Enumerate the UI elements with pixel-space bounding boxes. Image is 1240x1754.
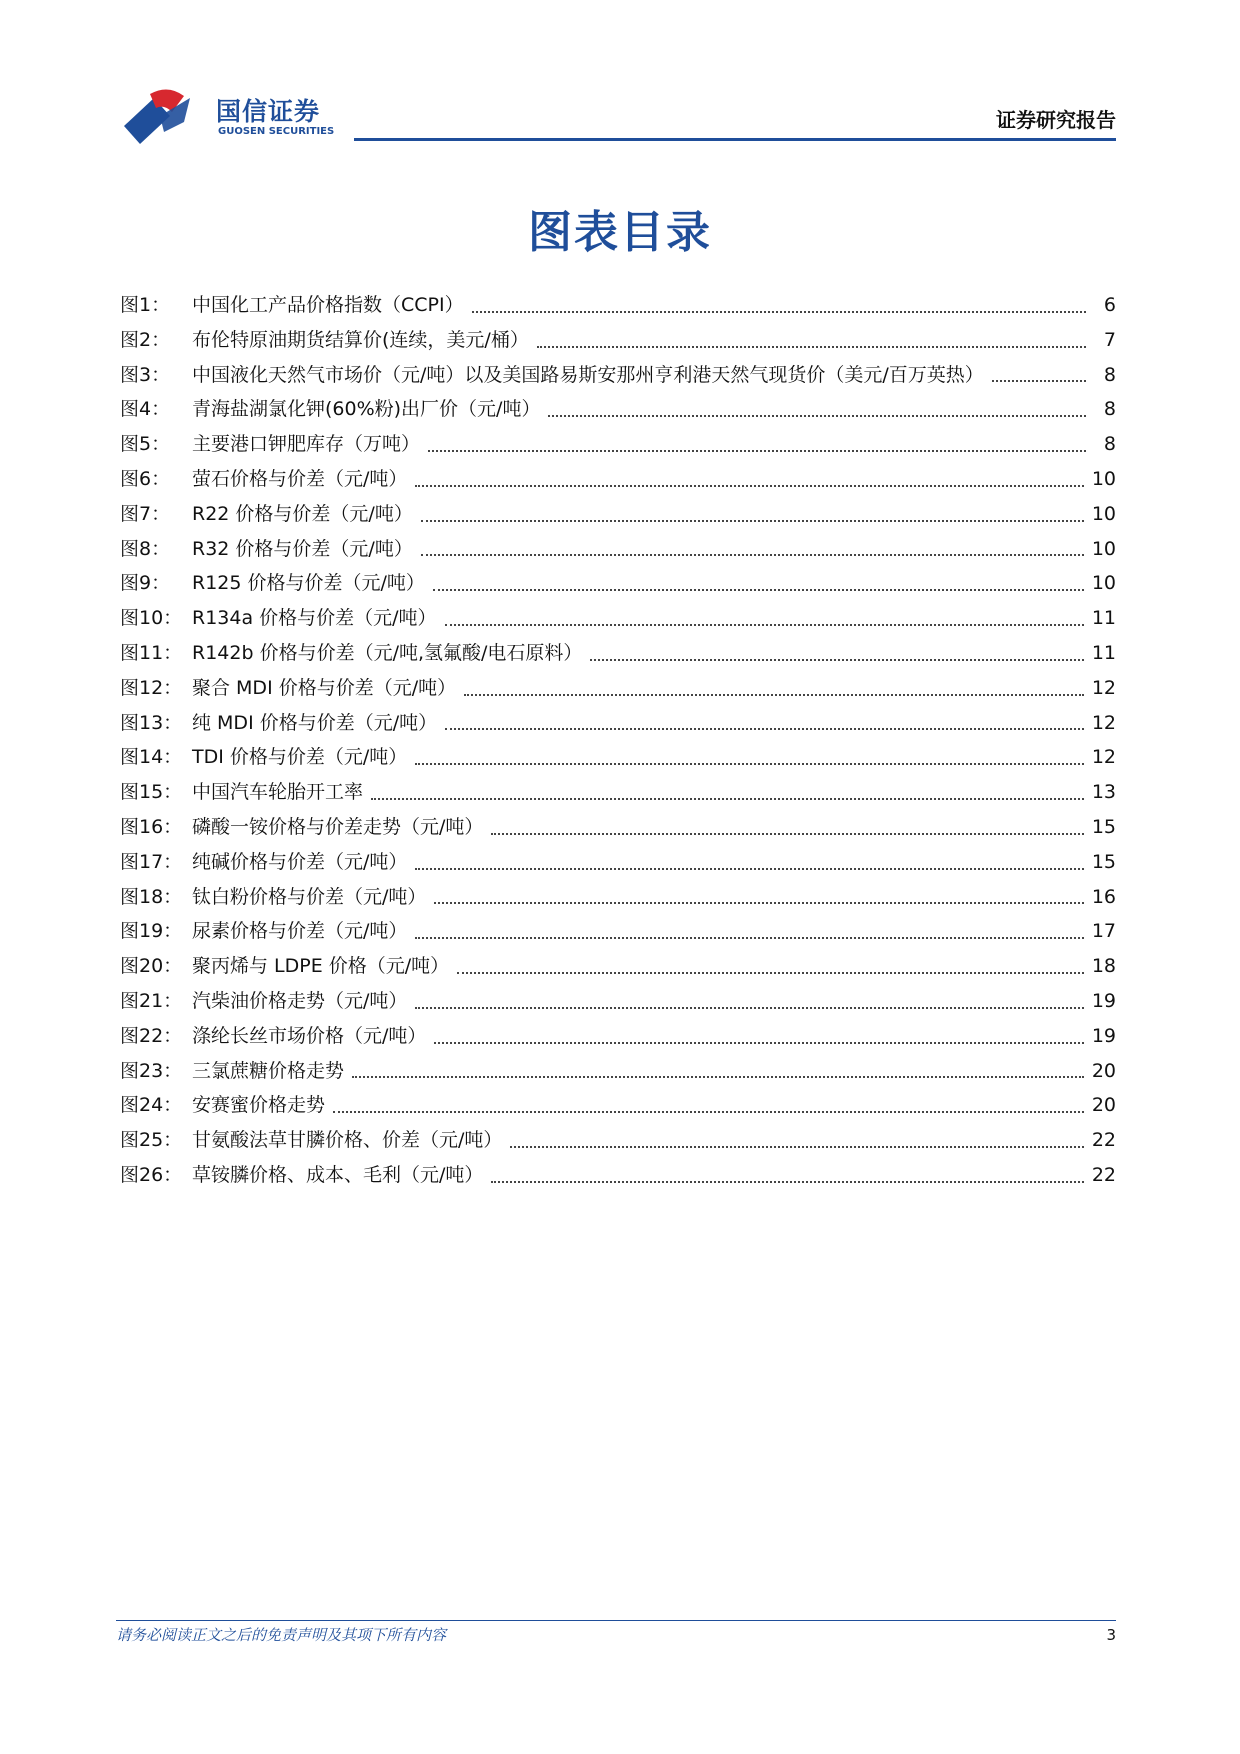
toc-page-number: 12 bbox=[1091, 676, 1116, 699]
toc-page-number: 15 bbox=[1091, 850, 1116, 873]
toc-figure-title: 布伦特原油期货结算价(连续，美元/桶） bbox=[192, 328, 529, 351]
toc-figure-label: 图15： bbox=[120, 781, 183, 804]
toc-figure-title: 草铵膦价格、成本、毛利（元/吨） bbox=[192, 1163, 484, 1186]
toc-dot-leader bbox=[433, 588, 1084, 591]
toc-figure-label: 图25： bbox=[120, 1129, 183, 1152]
toc-figure-label: 图16： bbox=[120, 815, 183, 838]
toc-figure-label: 图24： bbox=[120, 1094, 183, 1117]
toc-entry[interactable] bbox=[120, 1021, 1116, 1056]
toc-page-number: 22 bbox=[1091, 1129, 1116, 1152]
toc-figure-label: 图9： bbox=[120, 572, 171, 595]
toc-figure-title: 磷酸一铵价格与价差走势（元/吨） bbox=[192, 815, 484, 838]
toc-entry[interactable] bbox=[120, 812, 1116, 847]
toc-page-number: 8 bbox=[1103, 398, 1116, 421]
toc-entry[interactable] bbox=[120, 638, 1116, 673]
toc-entry[interactable] bbox=[120, 986, 1116, 1021]
toc-page-number: 13 bbox=[1091, 781, 1116, 804]
toc-entry[interactable] bbox=[120, 499, 1116, 534]
toc-entry[interactable] bbox=[120, 1056, 1116, 1091]
toc-page-number: 20 bbox=[1091, 1059, 1116, 1082]
toc-dot-leader bbox=[457, 971, 1084, 974]
toc-page-number: 15 bbox=[1091, 815, 1116, 838]
toc-figure-title: 聚合 MDI 价格与价差（元/吨） bbox=[192, 676, 457, 699]
toc-entry[interactable] bbox=[120, 603, 1116, 638]
toc-dot-leader bbox=[548, 414, 1086, 417]
toc-page-number: 17 bbox=[1091, 920, 1116, 943]
toc-figure-label: 图21： bbox=[120, 989, 183, 1012]
toc-entry[interactable] bbox=[120, 1090, 1116, 1125]
toc-entry[interactable] bbox=[120, 568, 1116, 603]
toc-page-number: 19 bbox=[1091, 989, 1116, 1012]
toc-figure-title: TDI 价格与价差（元/吨） bbox=[192, 746, 408, 769]
toc-figure-title: R134a 价格与价差（元/吨） bbox=[192, 607, 437, 630]
toc-figure-label: 图17： bbox=[120, 850, 183, 873]
toc-dot-leader bbox=[415, 1006, 1083, 1009]
company-logo bbox=[120, 86, 340, 148]
toc-dot-leader bbox=[421, 553, 1084, 556]
page-title: 图表目录 bbox=[528, 207, 712, 258]
toc-entry[interactable] bbox=[120, 429, 1116, 464]
toc-entry[interactable] bbox=[120, 325, 1116, 360]
toc-figure-title: 聚丙烯与 LDPE 价格（元/吨） bbox=[192, 955, 450, 978]
toc-figure-label: 图3： bbox=[120, 363, 171, 386]
toc-figure-label: 图26： bbox=[120, 1163, 183, 1186]
logo-text-cn: 国信证券 bbox=[216, 97, 321, 126]
toc-figure-label: 图5： bbox=[120, 433, 171, 456]
toc-dot-leader bbox=[352, 1075, 1084, 1078]
toc-entry[interactable] bbox=[120, 777, 1116, 812]
toc-page-number: 10 bbox=[1091, 537, 1116, 560]
toc-dot-leader bbox=[537, 345, 1086, 348]
toc-dot-leader bbox=[445, 623, 1084, 626]
toc-dot-leader bbox=[421, 519, 1084, 522]
toc-entry[interactable] bbox=[120, 464, 1116, 499]
toc-dot-leader bbox=[415, 867, 1083, 870]
toc-dot-leader bbox=[415, 484, 1083, 487]
toc-figure-label: 图10： bbox=[120, 607, 183, 630]
toc-entry[interactable] bbox=[120, 916, 1116, 951]
toc-page-number: 19 bbox=[1091, 1024, 1116, 1047]
toc-figure-title: R22 价格与价差（元/吨） bbox=[192, 502, 413, 525]
toc-figure-title: R142b 价格与价差（元/吨,氢氟酸/电石原料） bbox=[192, 641, 583, 664]
toc-dot-leader bbox=[445, 727, 1084, 730]
footer-disclaimer: 请务必阅读正文之后的免责声明及其项下所有内容 bbox=[116, 1626, 447, 1644]
toc-figure-label: 图4： bbox=[120, 398, 171, 421]
guosen-logo-icon bbox=[120, 86, 210, 148]
toc-figure-label: 图2： bbox=[120, 328, 171, 351]
toc-figure-label: 图1： bbox=[120, 294, 171, 316]
toc-entry[interactable] bbox=[120, 394, 1116, 429]
toc-figure-label: 图6： bbox=[120, 467, 171, 490]
toc-figure-title: 主要港口钾肥库存（万吨） bbox=[192, 433, 421, 456]
report-type-label: 证券研究报告 bbox=[996, 108, 1116, 132]
toc-dot-leader bbox=[415, 936, 1083, 939]
toc-entry[interactable] bbox=[120, 951, 1116, 986]
toc-figure-label: 图18： bbox=[120, 885, 183, 908]
toc-dot-leader bbox=[491, 1180, 1083, 1183]
toc-page-number: 10 bbox=[1091, 467, 1116, 490]
toc-figure-title: R125 价格与价差（元/吨） bbox=[192, 572, 425, 595]
toc-page-number: 22 bbox=[1091, 1163, 1116, 1186]
toc-figure-label: 图12： bbox=[120, 676, 183, 699]
toc-entry[interactable] bbox=[120, 708, 1116, 743]
toc-figure-label: 图20： bbox=[120, 955, 183, 978]
toc-page-number: 10 bbox=[1091, 502, 1116, 525]
toc-figure-title: 萤石价格与价差（元/吨） bbox=[192, 467, 408, 490]
toc-figure-title: 涤纶长丝市场价格（元/吨） bbox=[192, 1024, 427, 1047]
toc-figure-title: 纯 MDI 价格与价差（元/吨） bbox=[192, 711, 438, 734]
toc-dot-leader bbox=[428, 449, 1086, 452]
toc-page-number: 8 bbox=[1103, 363, 1116, 386]
toc-dot-leader bbox=[472, 310, 1086, 313]
toc-page-number: 12 bbox=[1091, 746, 1116, 769]
toc-dot-leader bbox=[333, 1110, 1084, 1113]
toc-figure-title: 三氯蔗糖价格走势 bbox=[192, 1059, 345, 1082]
toc-figure-label: 图8： bbox=[120, 537, 171, 560]
toc-entry[interactable] bbox=[120, 1160, 1116, 1195]
toc-figure-title: 纯碱价格与价差（元/吨） bbox=[192, 850, 408, 873]
toc-page-number: 8 bbox=[1103, 433, 1116, 456]
toc-figure-label: 图23： bbox=[120, 1059, 183, 1082]
toc-figure-title: 钛白粉价格与价差（元/吨） bbox=[192, 885, 427, 908]
toc-figure-title: 甘氨酸法草甘膦价格、价差（元/吨） bbox=[192, 1129, 503, 1152]
toc-figure-title: R32 价格与价差（元/吨） bbox=[192, 537, 413, 560]
toc-figure-title: 青海盐湖氯化钾(60%粉)出厂价（元/吨） bbox=[192, 398, 541, 421]
toc-page-number: 6 bbox=[1103, 294, 1116, 316]
toc-entry[interactable] bbox=[120, 847, 1116, 882]
toc-page-number: 7 bbox=[1103, 328, 1116, 351]
toc-figure-title: 中国化工产品价格指数（CCPI） bbox=[192, 294, 464, 316]
toc-page-number: 11 bbox=[1091, 607, 1116, 630]
toc-figure-label: 图19： bbox=[120, 920, 183, 943]
toc-dot-leader bbox=[510, 1145, 1083, 1148]
toc-page-number: 18 bbox=[1091, 955, 1116, 978]
toc-dot-leader bbox=[415, 762, 1084, 765]
toc-entry[interactable] bbox=[120, 290, 1116, 325]
toc-dot-leader bbox=[992, 379, 1086, 382]
toc-dot-leader bbox=[434, 901, 1083, 904]
toc-dot-leader bbox=[371, 797, 1084, 800]
toc-entry[interactable] bbox=[120, 742, 1116, 777]
toc-figure-label: 图11： bbox=[120, 641, 183, 664]
toc-entry[interactable] bbox=[120, 534, 1116, 569]
toc-dot-leader bbox=[434, 1041, 1083, 1044]
toc-page-number: 16 bbox=[1091, 885, 1116, 908]
toc-entry[interactable] bbox=[120, 360, 1116, 395]
toc-figure-title: 汽柴油价格走势（元/吨） bbox=[192, 989, 408, 1012]
toc-entry[interactable] bbox=[120, 882, 1116, 917]
toc-dot-leader bbox=[590, 658, 1083, 661]
toc-figure-title: 中国液化天然气市场价（元/吨）以及美国路易斯安那州亨利港天然气现货价（美元/百万英热） bbox=[192, 363, 984, 386]
toc-page-number: 10 bbox=[1091, 572, 1116, 595]
toc-page-number: 20 bbox=[1091, 1094, 1116, 1117]
toc-dot-leader bbox=[491, 832, 1083, 835]
toc-figure-label: 图7： bbox=[120, 502, 171, 525]
toc-figure-label: 图22： bbox=[120, 1024, 183, 1047]
toc-page-number: 11 bbox=[1091, 641, 1116, 664]
toc-figure-title: 尿素价格与价差（元/吨） bbox=[192, 920, 408, 943]
table-of-figures bbox=[120, 290, 1116, 1195]
toc-entry[interactable] bbox=[120, 673, 1116, 708]
header-divider bbox=[354, 138, 1116, 141]
footer-divider bbox=[116, 1620, 1116, 1621]
logo-text-en: GUOSEN SECURITIES bbox=[218, 126, 335, 137]
toc-figure-title: 中国汽车轮胎开工率 bbox=[192, 781, 364, 804]
toc-page-number: 12 bbox=[1091, 711, 1116, 734]
toc-figure-label: 图13： bbox=[120, 711, 183, 734]
page-number: 3 bbox=[1106, 1626, 1116, 1644]
toc-figure-label: 图14： bbox=[120, 746, 183, 769]
toc-dot-leader bbox=[464, 693, 1084, 696]
toc-figure-title: 安赛蜜价格走势 bbox=[192, 1094, 326, 1117]
toc-entry[interactable] bbox=[120, 1125, 1116, 1160]
